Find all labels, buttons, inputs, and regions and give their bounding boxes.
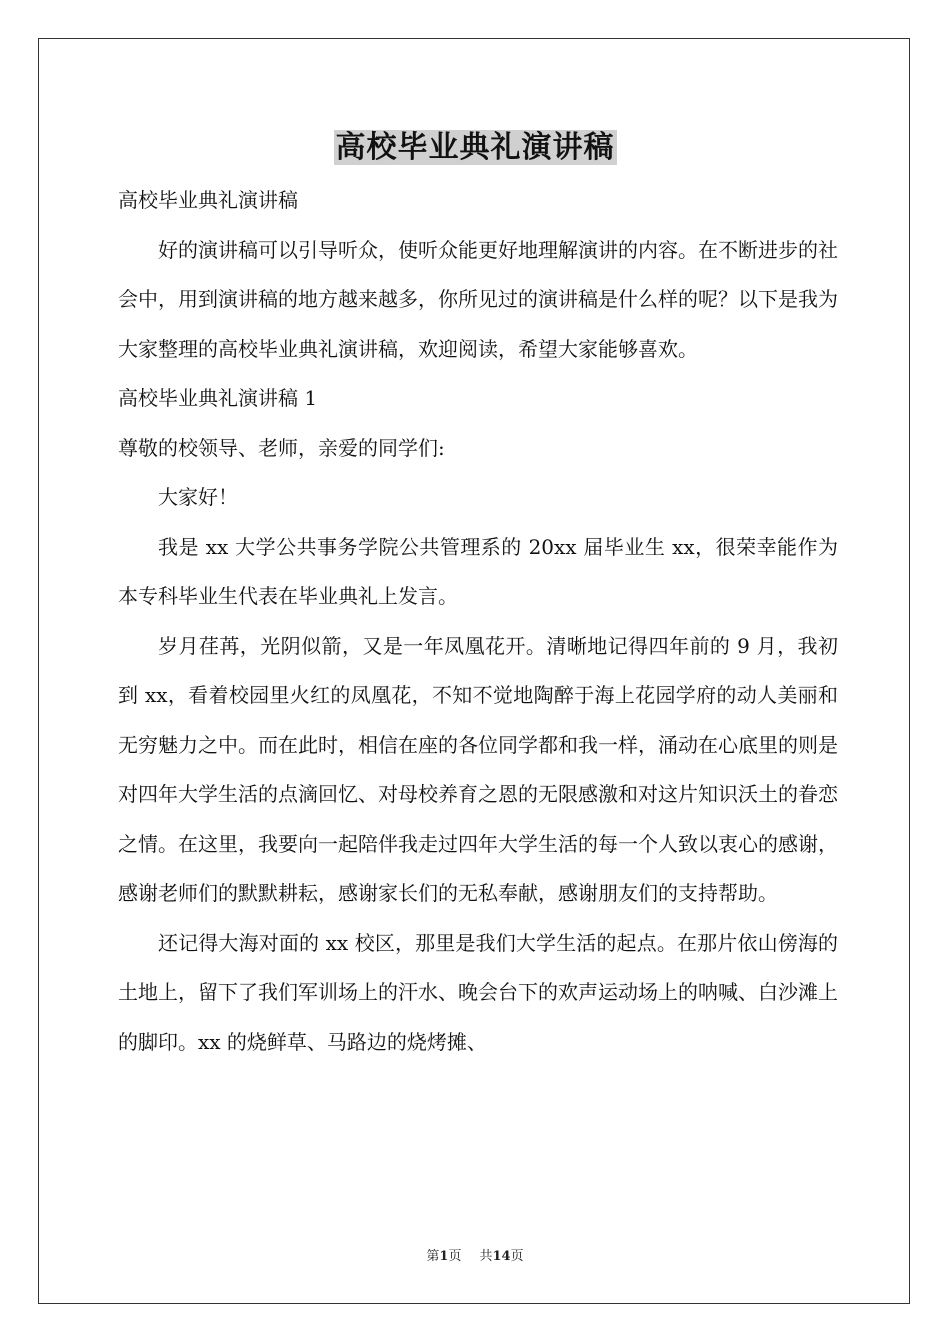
greeting: 大家好！	[158, 485, 238, 509]
footer-total-prefix: 共	[479, 1249, 493, 1264]
section-heading: 高校毕业典礼演讲稿 1	[118, 386, 318, 410]
body-paragraph: 岁月荏苒，光阴似箭，又是一年凤凰花开。清晰地记得四年前的 9 月，我初到 xx，看着校园里火红的凤凰花，不知不觉地陶醉于海上花园学府的动人美丽和无穷魅力之中。而在此时，相信在座的各位同学都和我一样，涌动在心底里的则是对四年大学生活的点滴回忆、对母校养育之恩的无限感激和对这片知识沃土的眷恋之情。在这里，我要向一起陪伴我走过四年大学生活的每一个人致以衷心的感谢，感谢老师们的默默耕耘，感谢家长们的无私奉献，感谢朋友们的支持帮助。	[118, 633, 838, 905]
intro-paragraph: 好的演讲稿可以引导听众，使听众能更好地理解演讲的内容。在不断进步的社会中，用到演讲稿的地方越来越多，你所见过的演讲稿是什么样的呢？以下是我为大家整理的高校毕业典礼演讲稿，欢迎阅读，希望大家能够喜欢。	[118, 237, 838, 361]
footer-page-mid: 页	[448, 1249, 462, 1264]
subtitle-line: 高校毕业典礼演讲稿	[118, 188, 298, 212]
page-footer	[0, 1248, 950, 1266]
salutation: 尊敬的校领导、老师，亲爱的同学们:	[118, 435, 445, 460]
footer-page-prefix: 第	[426, 1249, 440, 1264]
document-title-text: 高校毕业典礼演讲稿	[335, 130, 615, 165]
body-paragraph: 我是 xx 大学公共事务学院公共管理系的 20xx 届毕业生 xx，很荣幸能作为本专科毕业生代表在毕业典礼上发言。	[118, 534, 838, 608]
document-body	[118, 176, 838, 1067]
footer-total-suffix: 页	[510, 1249, 524, 1264]
document-title	[0, 128, 950, 168]
footer-page-total: 14	[492, 1249, 511, 1264]
body-paragraph: 还记得大海对面的 xx 校区，那里是我们大学生活的起点。在那片依山傍海的土地上，留下了我们军训场上的汗水、晚会台下的欢声运动场上的呐喊、白沙滩上的脚印。xx 的烧鲜草、马路边的烧烤摊、	[118, 930, 838, 1054]
footer-page-current: 1	[439, 1249, 449, 1264]
